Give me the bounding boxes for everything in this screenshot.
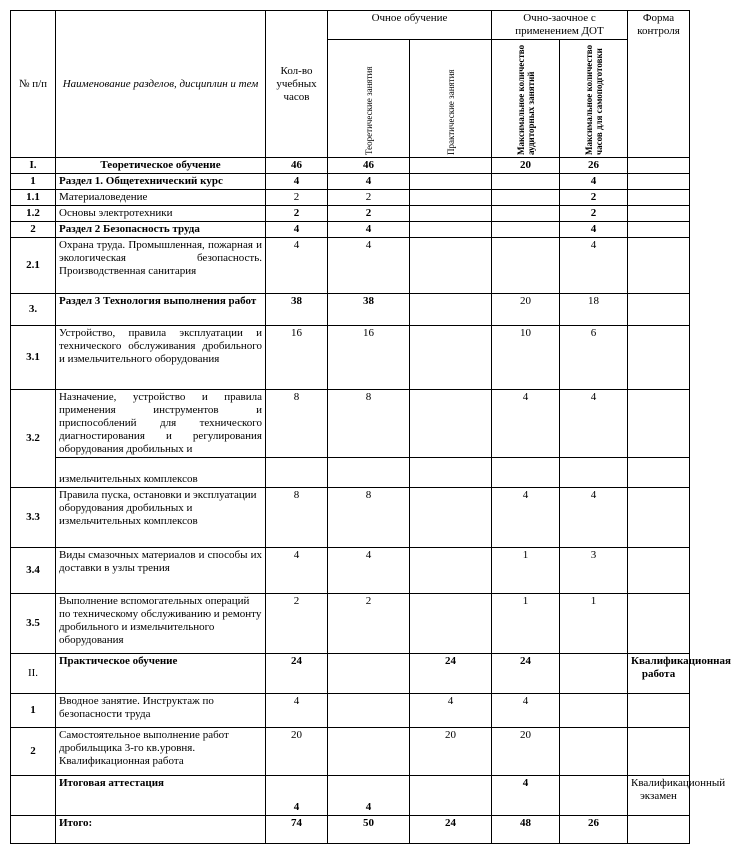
row-theory: 2 [328, 190, 410, 206]
row-dot-self [560, 728, 628, 776]
row-dot-self [560, 654, 628, 694]
row-practice [410, 206, 492, 222]
row-hours: 4 [266, 694, 328, 728]
row-dot-aud [492, 238, 560, 294]
header-practice-cell [410, 40, 492, 158]
row-hours: 8 [266, 390, 328, 458]
row-name-continued: измельчительных комплексов [56, 458, 266, 488]
header-form: Форма контроля [628, 11, 690, 158]
table-row [11, 488, 690, 548]
row-name: Выполнение вспомогательных операций по техническому обслуживанию и ремонту дробильного и измельчительного оборудования [56, 594, 266, 654]
table-row [11, 190, 690, 206]
row-practice [410, 222, 492, 238]
row-form [628, 816, 690, 844]
row-theory: 4 [328, 222, 410, 238]
row-name: Материаловедение [56, 190, 266, 206]
row-hours: 8 [266, 488, 328, 548]
row-theory: 2 [328, 594, 410, 654]
header-name: Наименование разделов, дисциплин и тем [56, 11, 266, 158]
row-theory: 4 [328, 174, 410, 190]
row-num [11, 776, 56, 816]
row-theory: 38 [328, 294, 410, 326]
row-dot-aud: 4 [492, 390, 560, 458]
row-dot-self: 18 [560, 294, 628, 326]
table-row [11, 222, 690, 238]
row-dot-aud: 4 [492, 694, 560, 728]
row-form [628, 238, 690, 294]
row-num: 1.1 [11, 190, 56, 206]
row-practice: 24 [410, 816, 492, 844]
row-dot-aud: 20 [492, 728, 560, 776]
row-theory: 8 [328, 488, 410, 548]
header-hours: Кол-во учебных часов [266, 11, 328, 158]
row-form [628, 174, 690, 190]
row-num: 1 [11, 174, 56, 190]
table-row [11, 654, 690, 694]
row-practice: 20 [410, 728, 492, 776]
curriculum-table [10, 10, 731, 844]
row-form [628, 222, 690, 238]
row-name: Устройство, правила эксплуатации и технического обслуживания дробильного и измельчительного оборудования [56, 326, 266, 390]
row-form [628, 158, 690, 174]
row-practice [410, 390, 492, 458]
row-form [628, 190, 690, 206]
row-theory: 8 [328, 390, 410, 458]
row-form [628, 326, 690, 390]
row-practice [410, 594, 492, 654]
row-num: 2 [11, 222, 56, 238]
row-dot-aud: 20 [492, 158, 560, 174]
row-name: Вводное занятие. Инструктаж по безопасности труда [56, 694, 266, 728]
table-row [11, 816, 690, 844]
row-name: Охрана труда. Промышленная, пожарная и экологическая безопасность. Производственная санитария [56, 238, 266, 294]
row-hours: 2 [266, 190, 328, 206]
row-form [628, 728, 690, 776]
row-name: Практическое обучение [56, 654, 266, 694]
row-practice [410, 488, 492, 548]
row-dot-self: 4 [560, 174, 628, 190]
row-dot-aud: 24 [492, 654, 560, 694]
table-row [11, 206, 690, 222]
row-name: Виды смазочных материалов и способы их доставки в узлы трения [56, 548, 266, 594]
row-num: 3.3 [11, 488, 56, 548]
row-dot-self: 2 [560, 190, 628, 206]
table-row [11, 458, 690, 488]
row-form: Квалификационный экзамен [628, 776, 690, 816]
table-row [11, 238, 690, 294]
table-row [11, 174, 690, 190]
table-row [11, 548, 690, 594]
row-dot-self: 4 [560, 488, 628, 548]
row-form [628, 294, 690, 326]
row-hours: 4 [266, 548, 328, 594]
table-row [11, 390, 690, 458]
row-hours: 4 [266, 222, 328, 238]
row-name: Итоговая аттестация [56, 776, 266, 816]
row-num [11, 816, 56, 844]
row-form: Квалификационная работа [628, 654, 690, 694]
row-dot-self: 4 [560, 390, 628, 458]
row-dot-self: 3 [560, 548, 628, 594]
row-dot-aud: 4 [492, 776, 560, 816]
row-dot-self: 2 [560, 206, 628, 222]
header-dot-self: Максимальное количество часов для самоподготовки [583, 44, 604, 155]
header-ochnoe: Очное обучение [328, 11, 492, 40]
row-name: Теоретическое обучение [56, 158, 266, 174]
row-practice [410, 776, 492, 816]
row-num: II. [11, 654, 56, 694]
row-hours: 16 [266, 326, 328, 390]
row-theory [328, 728, 410, 776]
header-dot-aud: Максимальное количество аудиторных занятий [515, 44, 536, 155]
table-row [11, 694, 690, 728]
row-dot-aud: 48 [492, 816, 560, 844]
row-hours: 2 [266, 206, 328, 222]
row-practice [410, 238, 492, 294]
row-practice [410, 158, 492, 174]
header-theory: Теоретические занятия [363, 66, 374, 155]
table-row [11, 294, 690, 326]
row-num: 3.1 [11, 326, 56, 390]
row-practice: 24 [410, 654, 492, 694]
row-num: 1 [11, 694, 56, 728]
row-theory: 16 [328, 326, 410, 390]
table-row [11, 728, 690, 776]
row-dot-self: 6 [560, 326, 628, 390]
row-name: Самостоятельное выполнение работ дробильщика 3-го кв.уровня. Квалификационная работа [56, 728, 266, 776]
row-theory: 50 [328, 816, 410, 844]
row-theory [328, 654, 410, 694]
row-num: 2 [11, 728, 56, 776]
row-dot-aud [492, 174, 560, 190]
row-num: I. [11, 158, 56, 174]
row-theory: 4 [328, 776, 410, 816]
header-dot-aud-cell [492, 40, 560, 158]
row-dot-aud: 4 [492, 488, 560, 548]
table-row [11, 776, 690, 816]
row-dot-aud: 20 [492, 294, 560, 326]
header-dot-self-cell [560, 40, 628, 158]
row-hours: 20 [266, 728, 328, 776]
row-dot-self: 1 [560, 594, 628, 654]
row-dot-aud: 1 [492, 548, 560, 594]
row-form [628, 488, 690, 548]
row-dot-self [560, 694, 628, 728]
row-hours: 2 [266, 594, 328, 654]
table-row [11, 326, 690, 390]
row-name: Правила пуска, остановки и эксплуатации оборудования дробильных и измельчительных комплексов [56, 488, 266, 548]
header-dot: Очно-заочное с применением ДОТ [492, 11, 628, 40]
row-num: 1.2 [11, 206, 56, 222]
row-form [628, 390, 690, 458]
row-num: 2.1 [11, 238, 56, 294]
row-dot-self: 4 [560, 238, 628, 294]
row-dot-self: 4 [560, 222, 628, 238]
row-hours: 74 [266, 816, 328, 844]
row-dot-aud [492, 222, 560, 238]
header-practice: Практические занятия [445, 69, 456, 155]
row-practice [410, 548, 492, 594]
row-practice: 4 [410, 694, 492, 728]
row-name: Итого: [56, 816, 266, 844]
row-theory [328, 694, 410, 728]
curriculum-table-wrapper [10, 10, 731, 844]
row-dot-self: 26 [560, 816, 628, 844]
row-num: 3.2 [11, 390, 56, 488]
row-practice [410, 294, 492, 326]
row-dot-self [560, 776, 628, 816]
row-num: 3.4 [11, 548, 56, 594]
row-dot-self: 26 [560, 158, 628, 174]
row-form [628, 206, 690, 222]
row-dot-aud [492, 190, 560, 206]
row-hours: 46 [266, 158, 328, 174]
row-theory: 4 [328, 548, 410, 594]
row-name: Раздел 3 Технология выполнения работ [56, 294, 266, 326]
row-practice [410, 326, 492, 390]
table-row [11, 158, 690, 174]
row-hours: 4 [266, 174, 328, 190]
row-name: Основы электротехники [56, 206, 266, 222]
row-hours: 4 [266, 776, 328, 816]
row-theory: 2 [328, 206, 410, 222]
row-form [628, 548, 690, 594]
row-num: 3.5 [11, 594, 56, 654]
row-theory: 46 [328, 158, 410, 174]
header-theory-cell [328, 40, 410, 158]
row-form [628, 594, 690, 654]
row-num: 3. [11, 294, 56, 326]
header-num: № п/п [11, 11, 56, 158]
row-practice [410, 174, 492, 190]
row-name: Раздел 1. Общетехнический курс [56, 174, 266, 190]
row-name: Раздел 2 Безопасность труда [56, 222, 266, 238]
row-dot-aud [492, 206, 560, 222]
row-name: Назначение, устройство и правила применения инструментов и приспособлений для технического диагностирования и регулирования оборудования дробильных и [56, 390, 266, 458]
row-hours: 38 [266, 294, 328, 326]
row-dot-aud: 1 [492, 594, 560, 654]
row-dot-aud: 10 [492, 326, 560, 390]
table-row [11, 594, 690, 654]
row-theory: 4 [328, 238, 410, 294]
row-hours: 4 [266, 238, 328, 294]
row-hours: 24 [266, 654, 328, 694]
row-form [628, 694, 690, 728]
row-practice [410, 190, 492, 206]
